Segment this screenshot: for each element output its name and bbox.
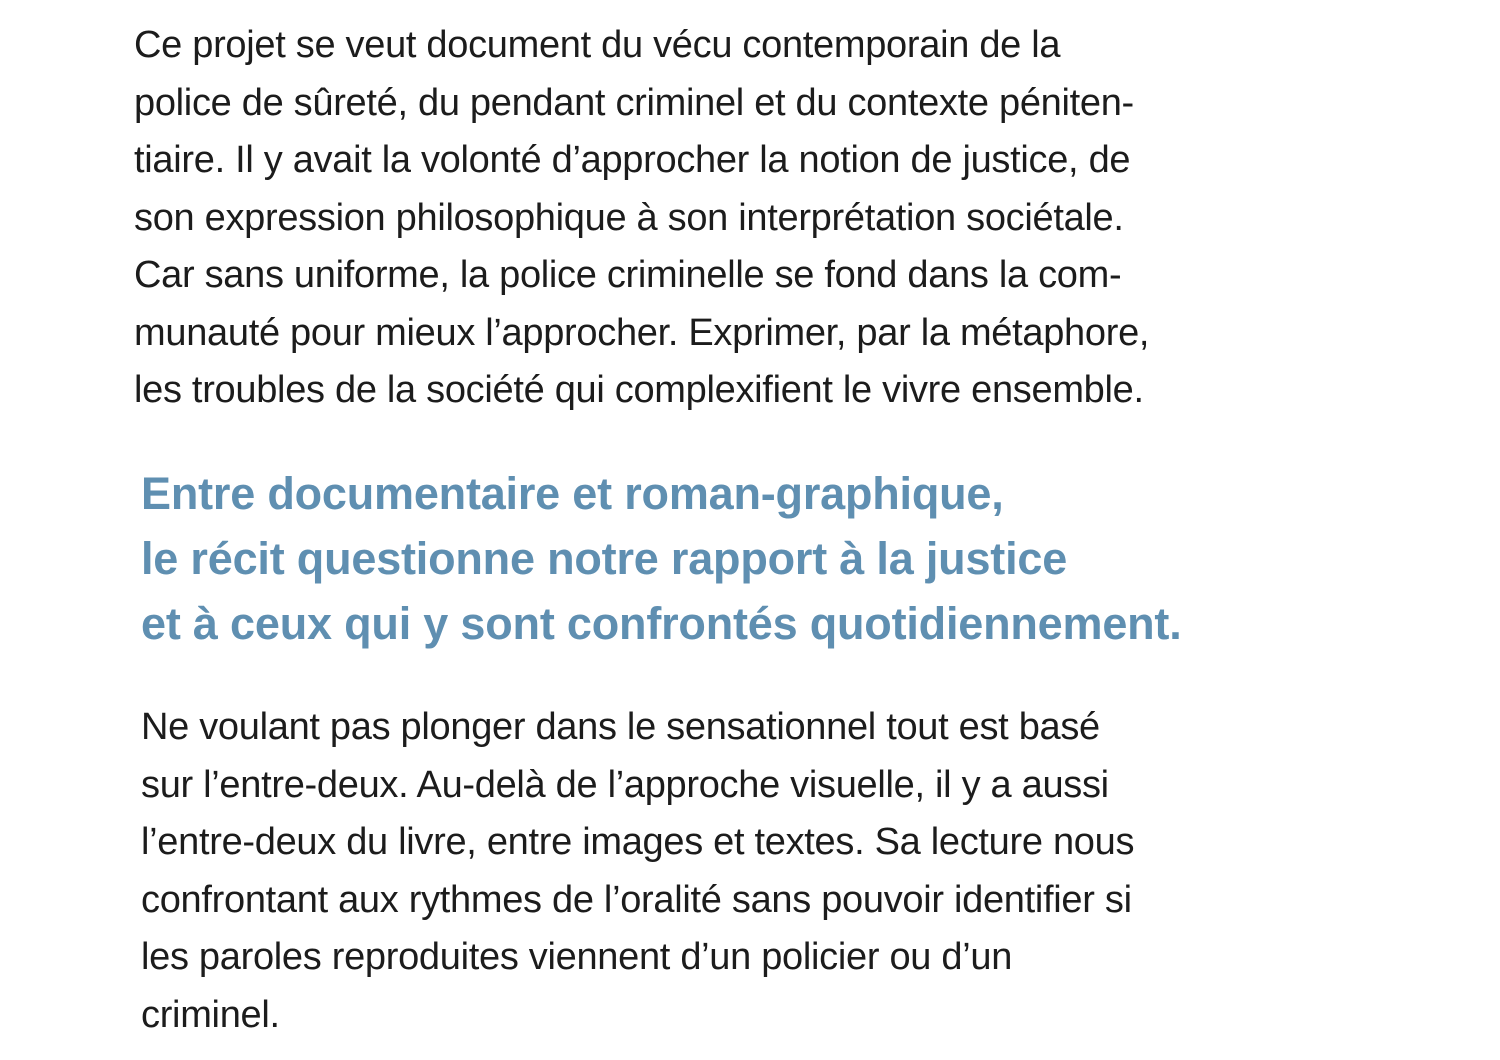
pull-quote (141, 461, 1182, 656)
paragraph-line: Car sans uniforme, la police criminelle se fond dans la com- (134, 254, 1122, 296)
pull-quote-line: et à ceux qui y sont confrontés quotidiennement. (141, 598, 1182, 649)
paragraph-line: Ce projet se veut document du vécu contemporain de la (134, 24, 1061, 66)
paragraph-line: confrontant aux rythmes de l’oralité sans pouvoir identifier si (141, 878, 1132, 921)
paragraph-line: Ne voulant pas plonger dans le sensationnel tout est basé (141, 706, 1100, 748)
pull-quote-line: Entre documentaire et roman-graphique, (141, 468, 1004, 519)
paragraph-line: son expression philosophique à son interprétation sociétale. (134, 196, 1124, 239)
paragraph-line: munauté pour mieux l’approcher. Exprimer, par la métaphore, (134, 311, 1150, 354)
closing-paragraph (141, 699, 1134, 1044)
paragraph-line: l’entre-deux du livre, entre images et textes. Sa lecture nous (141, 821, 1135, 863)
paragraph-line: police de sûreté, du pendant criminel et du contexte péniten- (134, 81, 1134, 124)
paragraph-line: sur l’entre-deux. Au-delà de l’approche visuelle, il y a aussi (141, 763, 1109, 806)
paragraph-line: criminel. (141, 993, 280, 1036)
paragraph-line: les paroles reproduites viennent d’un policier ou d’un (141, 936, 1013, 978)
intro-paragraph (134, 17, 1149, 420)
paragraph-line: les troubles de la société qui complexifient le vivre ensemble. (134, 369, 1144, 411)
pull-quote-line: le récit questionne notre rapport à la justice (141, 533, 1068, 584)
paragraph-line: tiaire. Il y avait la volonté d’approcher la notion de justice, de (134, 139, 1131, 181)
